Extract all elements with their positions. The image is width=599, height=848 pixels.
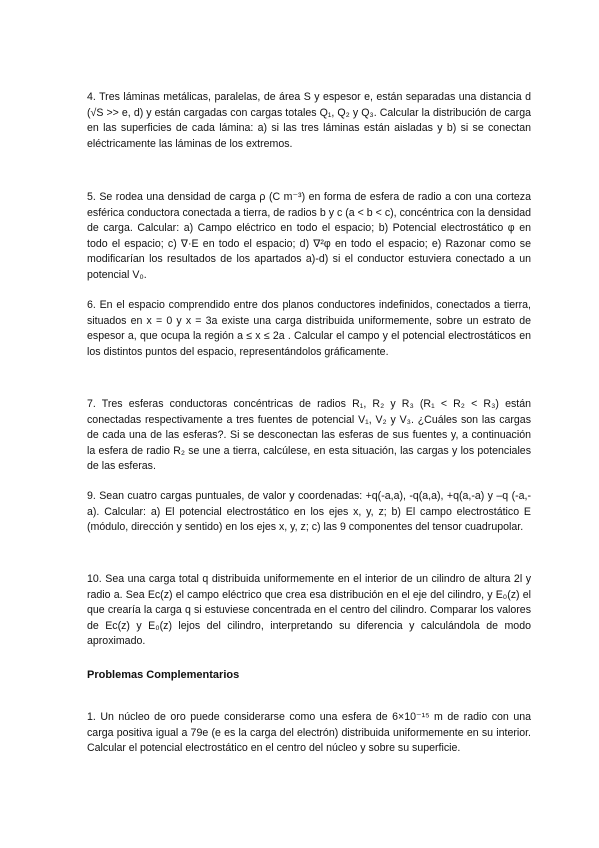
problem-9 xyxy=(87,489,531,536)
problem-4-text: 4. Tres láminas metálicas, paralelas, de área S y espesor e, están separadas una distancia d (√S >> e, d) y están cargadas con cargas totales Q₁, Q₂ y Q₃. Calcular la distribución de carga en las superficies de cada lámina: a) si las tres láminas están aisladas y b) si se conectan eléctricamente las láminas de los extremos. xyxy=(87,91,531,150)
problem-7-text: 7. Tres esferas conductoras concéntricas de radios R₁, R₂ y R₃ (R₁ < R₂ < R₃) están conectadas respectivamente a tres fuentes de potencial V₁, V₂ y V₃. ¿Cuáles son las cargas de cada una de las esferas?. Si se desconectan las esferas de sus fuentes y, a continuación la esfera de radio R₂ se une a tierra, calcúlese, en esta situación, las cargas y los potenciales de las esferas. xyxy=(87,398,531,472)
complementary-problem-1 xyxy=(87,710,531,757)
complementary-problem-1-text: 1. Un núcleo de oro puede considerarse como una esfera de 6×10⁻¹⁵ m de radio con una carga positiva igual a 79e (e es la carga del electrón) distribuida uniformemente en su interior. Calcular el potencial electrostático en el centro del núcleo y sobre su superficie. xyxy=(87,711,531,754)
problem-9-text: 9. Sean cuatro cargas puntuales, de valor y coordenadas: +q(-a,a), -q(a,a), +q(a,-a) y –q (-a,-a). Calcular: a) El potencial electrostático en los ejes x, y, z; b) El campo electrostático E (módulo, dirección y sentido) en los ejes x, y, z; c) las 9 componentes del tensor cuadrupolar. xyxy=(87,490,531,533)
problem-7 xyxy=(87,397,531,475)
problem-5-text: 5. Se rodea una densidad de carga ρ (C m⁻³) en forma de esfera de radio a con una corteza esférica conductora conectada a tierra, de radios b y c (a < b < c), concéntrica con la densidad de carga. Calcular: a) Campo eléctrico en todo el espacio; b) Potencial electrostático φ en todo el espacio; c) ∇·E en todo el espacio; d) ∇²φ en todo el espacio; e) Razonar como se modificarían los resultados de los apartados a)-d) si el conductor estuviera conectado a un potencial V₀. xyxy=(87,191,531,281)
section-heading-complementary: Problemas Complementarios xyxy=(87,669,240,681)
problem-10-text: 10. Sea una carga total q distribuida uniformemente en el interior de un cilindro de altura 2l y radio a. Sea Ec(z) el campo eléctrico que crea esa distribución en el eje del cilindro, y E₀(z) el que crearía la carga q si estuviese concentrada en el centro del cilindro. Comparar los valores de Ec(z) y E₀(z) lejos del cilindro, interpretando su diferencia y calculándola de modo aproximado. xyxy=(87,573,531,647)
problem-10 xyxy=(87,572,531,650)
problem-6-text: 6. En el espacio comprendido entre dos planos conductores indefinidos, conectados a tierra, situados en x = 0 y x = 3a existe una carga distribuida uniformemente, sobre un estrato de espesor a, que ocupa la región a ≤ x ≤ 2a . Calcular el campo y el potencial electrostáticos en los distintos puntos del espacio, representándolos gráficamente. xyxy=(87,299,531,358)
problem-5 xyxy=(87,190,531,283)
problem-6 xyxy=(87,298,531,360)
problem-4 xyxy=(87,90,531,152)
